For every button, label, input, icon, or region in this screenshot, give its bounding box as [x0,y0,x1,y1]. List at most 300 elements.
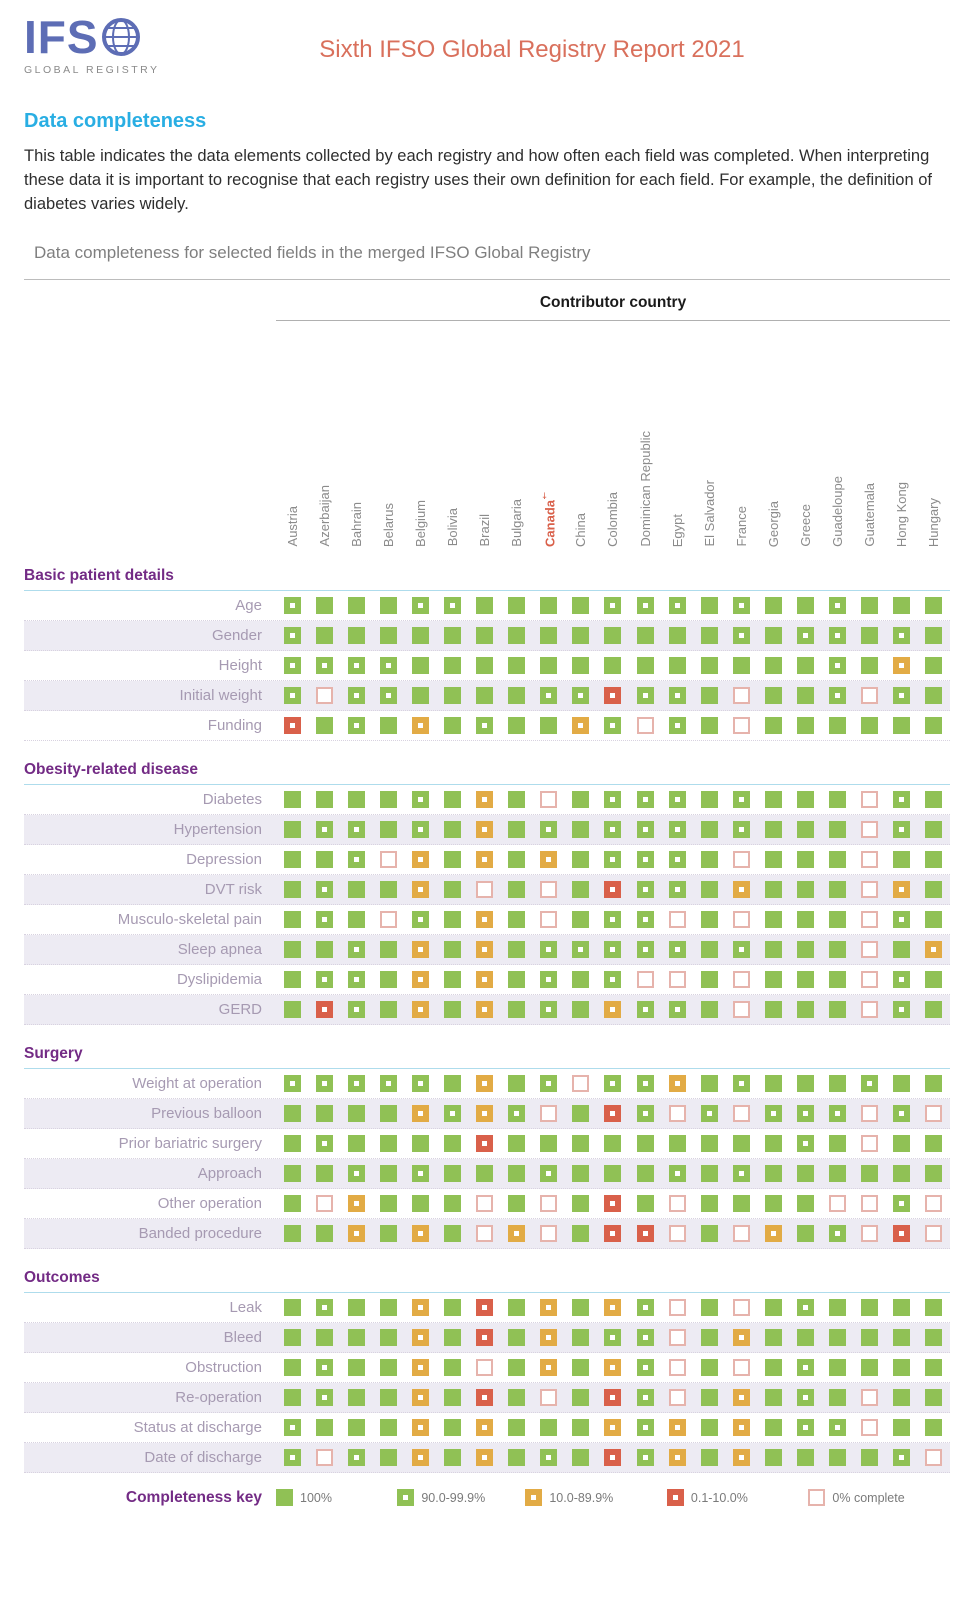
completeness-marker-F [444,911,461,928]
table-cell [790,657,822,674]
table-cell [854,1329,886,1346]
table-cell [597,821,629,838]
table-cell [693,1359,725,1376]
completeness-marker-F [829,1135,846,1152]
country-label: Colombia [605,491,621,547]
completeness-marker-F [284,1329,301,1346]
completeness-marker-F [829,1001,846,1018]
completeness-marker-F [284,1195,301,1212]
completeness-marker-O [525,1489,542,1506]
table-cell [822,1449,854,1466]
country-label: El Salvador [701,480,717,547]
table-cell [629,1075,661,1092]
table-cell [629,1105,661,1122]
table-cell [436,971,468,988]
completeness-marker-G [861,1075,878,1092]
table-cell [469,1449,501,1466]
completeness-marker-F [797,941,814,958]
table-cell [404,941,436,958]
country-label: Hungary [926,497,942,547]
table-cell [533,1329,565,1346]
completeness-marker-F [572,1419,589,1436]
table-cell [565,971,597,988]
table-cell [629,1001,661,1018]
completeness-marker-G [669,687,686,704]
completeness-marker-O [412,941,429,958]
completeness-marker-E [669,1389,686,1406]
table-cell [340,1389,372,1406]
completeness-marker-E [861,1135,878,1152]
completeness-marker-F [508,791,525,808]
section-header: Basic patient details [24,567,950,591]
table-cell [469,1075,501,1092]
table-row [24,995,950,1025]
completeness-marker-F [572,1165,589,1182]
table-cell [308,821,340,838]
table-cell [725,1135,757,1152]
completeness-marker-F [476,627,493,644]
completeness-marker-G [765,1105,782,1122]
table-cell [533,1225,565,1242]
completeness-marker-E [861,851,878,868]
table-cell [757,1105,789,1122]
completeness-marker-F [572,1135,589,1152]
completeness-marker-G [316,1135,333,1152]
completeness-marker-G [348,717,365,734]
table-cell [822,1165,854,1182]
completeness-marker-F [701,971,718,988]
row-label: Status at discharge [133,1418,262,1436]
completeness-marker-F [348,1419,365,1436]
completeness-marker-F [861,597,878,614]
table-cell [501,1001,533,1018]
completeness-marker-F [765,791,782,808]
row-label: Other operation [157,1194,262,1212]
table-cell [854,717,886,734]
completeness-marker-F [669,627,686,644]
table-cell [308,1329,340,1346]
completeness-marker-F [829,941,846,958]
table-cell [629,791,661,808]
table-cell [340,1359,372,1376]
table-cell [404,1001,436,1018]
table-cell [725,821,757,838]
legend-item-label: 0% complete [832,1490,905,1505]
table-row [24,1383,950,1413]
completeness-marker-F [829,1075,846,1092]
table-cell [725,941,757,958]
table-cell [886,1449,918,1466]
completeness-marker-O [412,1389,429,1406]
completeness-marker-F [925,851,942,868]
completeness-marker-F [572,1329,589,1346]
completeness-marker-F [284,1299,301,1316]
table-cell [661,1419,693,1436]
completeness-marker-F [284,971,301,988]
table-cell [533,1105,565,1122]
row-label: Gender [211,626,262,644]
completeness-marker-F [284,791,301,808]
table-cell [372,881,404,898]
table-cell [597,597,629,614]
table-cell [372,821,404,838]
completeness-marker-E [733,1299,750,1316]
table-cell [372,971,404,988]
table-cell [308,1165,340,1182]
table-cell [308,717,340,734]
table-cell [533,657,565,674]
table-cell [822,597,854,614]
table-cell [340,821,372,838]
country-label: Georgia [765,500,781,547]
table-cell [404,1135,436,1152]
table-cell [886,717,918,734]
table-row [24,681,950,711]
table-cell [790,1449,822,1466]
completeness-marker-O [476,1419,493,1436]
table-cell [469,1195,501,1212]
table-cell [822,1001,854,1018]
table-row [24,621,950,651]
table-cell [436,911,468,928]
completeness-marker-F [476,1165,493,1182]
table-cell [693,1195,725,1212]
table-cell [629,1299,661,1316]
table-cell [340,941,372,958]
completeness-marker-G [348,1001,365,1018]
table-cell [725,657,757,674]
table-cell [757,881,789,898]
table-cell [533,881,565,898]
completeness-marker-F [765,911,782,928]
completeness-marker-R [604,1449,621,1466]
table-cell [725,627,757,644]
table-cell [276,1419,308,1436]
completeness-marker-E [861,821,878,838]
table-cell [372,1165,404,1182]
table-cell [693,1299,725,1316]
completeness-marker-F [508,1359,525,1376]
country-column-header [565,331,597,547]
table-cell [565,1419,597,1436]
completeness-marker-F [572,1105,589,1122]
completeness-marker-R [284,717,301,734]
table-cell [469,881,501,898]
completeness-marker-F [444,1389,461,1406]
row-label: Initial weight [179,686,262,704]
completeness-marker-F [444,717,461,734]
completeness-marker-G [284,597,301,614]
table-cell [822,1075,854,1092]
table-cell [629,1449,661,1466]
completeness-marker-O [733,1449,750,1466]
table-cell [597,1299,629,1316]
table-cell [565,1195,597,1212]
table-row [24,1443,950,1473]
table-cell [565,1329,597,1346]
country-label: Belarus [380,502,396,547]
completeness-marker-F [797,687,814,704]
completeness-marker-F [797,657,814,674]
completeness-marker-F [380,1449,397,1466]
completeness-marker-F [316,717,333,734]
table-cell [308,1195,340,1212]
completeness-marker-G [669,1001,686,1018]
table-cell [597,941,629,958]
completeness-marker-F [380,941,397,958]
table-cell [340,627,372,644]
country-column-header [725,331,757,547]
table-cell [469,1359,501,1376]
completeness-marker-F [508,971,525,988]
table-cell [340,1329,372,1346]
completeness-marker-G [604,1075,621,1092]
completeness-marker-E [540,881,557,898]
table-cell [340,687,372,704]
table-cell [597,687,629,704]
table-cell [629,1165,661,1182]
completeness-marker-O [412,881,429,898]
completeness-marker-F [508,1075,525,1092]
completeness-marker-R [637,1225,654,1242]
completeness-marker-O [348,1225,365,1242]
table-cell [436,1075,468,1092]
table-cell [308,1135,340,1152]
row-label: Date of discharge [144,1448,262,1466]
completeness-marker-E [733,1225,750,1242]
completeness-marker-F [797,851,814,868]
table-cell [501,1075,533,1092]
completeness-marker-F [572,1299,589,1316]
table-cell [276,851,308,868]
completeness-marker-E [669,1195,686,1212]
completeness-marker-O [540,1359,557,1376]
table-row [24,1159,950,1189]
completeness-marker-F [508,657,525,674]
completeness-marker-G [604,821,621,838]
table-cell [501,911,533,928]
table-cell [661,1225,693,1242]
table-cell [661,1001,693,1018]
table-cell [886,851,918,868]
completeness-marker-G [637,1299,654,1316]
completeness-marker-R [604,1195,621,1212]
completeness-marker-E [861,791,878,808]
table-cell [533,597,565,614]
table-cell [822,1329,854,1346]
table-cell [661,627,693,644]
table-cell [404,1329,436,1346]
completeness-marker-E [380,911,397,928]
table-row [24,1189,950,1219]
table-cell [918,687,950,704]
table-cell [501,1419,533,1436]
completeness-marker-F [476,657,493,674]
table-cell [725,851,757,868]
table-cell [725,1359,757,1376]
table-section [24,761,950,1025]
completeness-marker-G [893,971,910,988]
completeness-marker-G [637,821,654,838]
completeness-marker-F [701,1225,718,1242]
completeness-marker-F [572,881,589,898]
table-cell [372,1389,404,1406]
table-cell [918,1195,950,1212]
table-cell [886,1359,918,1376]
completeness-marker-F [797,881,814,898]
table-cell [597,881,629,898]
completeness-marker-F [284,1001,301,1018]
completeness-marker-F [925,1389,942,1406]
completeness-marker-G [604,1329,621,1346]
completeness-marker-G [540,1165,557,1182]
legend-item [667,1489,809,1506]
completeness-marker-G [893,791,910,808]
completeness-marker-F [861,1299,878,1316]
table-cell [501,971,533,988]
table-cell [404,657,436,674]
completeness-marker-F [925,1419,942,1436]
completeness-marker-F [829,717,846,734]
completeness-marker-G [669,791,686,808]
completeness-marker-F [765,881,782,898]
completeness-marker-F [444,1419,461,1436]
completeness-marker-G [316,1299,333,1316]
completeness-marker-F [637,1135,654,1152]
completeness-marker-F [380,717,397,734]
table-cell [308,1299,340,1316]
completeness-marker-F [284,821,301,838]
table-cell [661,657,693,674]
completeness-marker-G [316,971,333,988]
row-label: Leak [229,1298,262,1316]
table-cell [469,1299,501,1316]
table-cell [725,911,757,928]
completeness-marker-G [637,851,654,868]
table-cell [308,1105,340,1122]
table-cell [822,881,854,898]
table-cell [790,1165,822,1182]
table-cell [661,1359,693,1376]
completeness-marker-F [412,1195,429,1212]
completeness-marker-F [316,597,333,614]
completeness-marker-F [701,1001,718,1018]
table-cell [372,941,404,958]
completeness-marker-G [316,881,333,898]
table-cell [597,1329,629,1346]
table-cell [918,717,950,734]
completeness-marker-F [701,911,718,928]
completeness-marker-E [476,1195,493,1212]
completeness-marker-G [669,1165,686,1182]
country-column-header [790,331,822,547]
completeness-marker-F [861,657,878,674]
completeness-marker-G [733,597,750,614]
table-cell [725,1449,757,1466]
table-cell [725,597,757,614]
table-cell [372,1419,404,1436]
table-cell [469,1225,501,1242]
completeness-marker-F [765,597,782,614]
table-cell [822,971,854,988]
table-cell [404,1195,436,1212]
completeness-marker-F [572,791,589,808]
completeness-marker-F [444,971,461,988]
table-cell [404,911,436,928]
table-cell [308,971,340,988]
table-cell [436,1225,468,1242]
completeness-marker-E [476,1225,493,1242]
completeness-marker-G [284,657,301,674]
country-column-header [918,331,950,547]
table-cell [404,1419,436,1436]
completeness-marker-G [412,911,429,928]
completeness-marker-G [637,1329,654,1346]
table-cell [790,881,822,898]
table-cell [533,1075,565,1092]
completeness-marker-R [893,1225,910,1242]
completeness-marker-F [572,821,589,838]
table-cell [276,911,308,928]
table-cell [854,687,886,704]
row-label: Age [235,596,262,614]
completeness-marker-O [604,1001,621,1018]
table-cell [854,1105,886,1122]
completeness-marker-G [829,657,846,674]
completeness-marker-O [893,881,910,898]
table-cell [693,851,725,868]
completeness-marker-F [444,1225,461,1242]
table-section [24,1045,950,1249]
completeness-marker-E [540,1105,557,1122]
completeness-marker-F [701,791,718,808]
country-column-header [501,331,533,547]
completeness-marker-E [476,1359,493,1376]
table-cell [854,851,886,868]
completeness-marker-G [316,1389,333,1406]
completeness-marker-F [893,1389,910,1406]
table-cell [276,1135,308,1152]
completeness-marker-F [508,1449,525,1466]
completeness-marker-E [669,1225,686,1242]
completeness-marker-F [797,1001,814,1018]
completeness-marker-F [797,1165,814,1182]
completeness-marker-F [925,597,942,614]
table-cell [693,597,725,614]
completeness-marker-F [701,1389,718,1406]
globe-icon [101,17,141,57]
table-cell [854,1449,886,1466]
table-cell [501,821,533,838]
completeness-marker-G [572,687,589,704]
completeness-marker-F [925,911,942,928]
completeness-marker-G [637,1389,654,1406]
completeness-marker-F [380,791,397,808]
completeness-marker-F [765,1001,782,1018]
completeness-marker-F [508,821,525,838]
table-cell [757,1359,789,1376]
completeness-marker-G [893,1195,910,1212]
table-cell [308,687,340,704]
table-cell [757,1165,789,1182]
table-cell [693,1419,725,1436]
completeness-marker-G [284,627,301,644]
table-cell [469,791,501,808]
completeness-marker-F [540,597,557,614]
completeness-marker-O [540,851,557,868]
table-cell [308,1419,340,1436]
completeness-marker-O [925,941,942,958]
